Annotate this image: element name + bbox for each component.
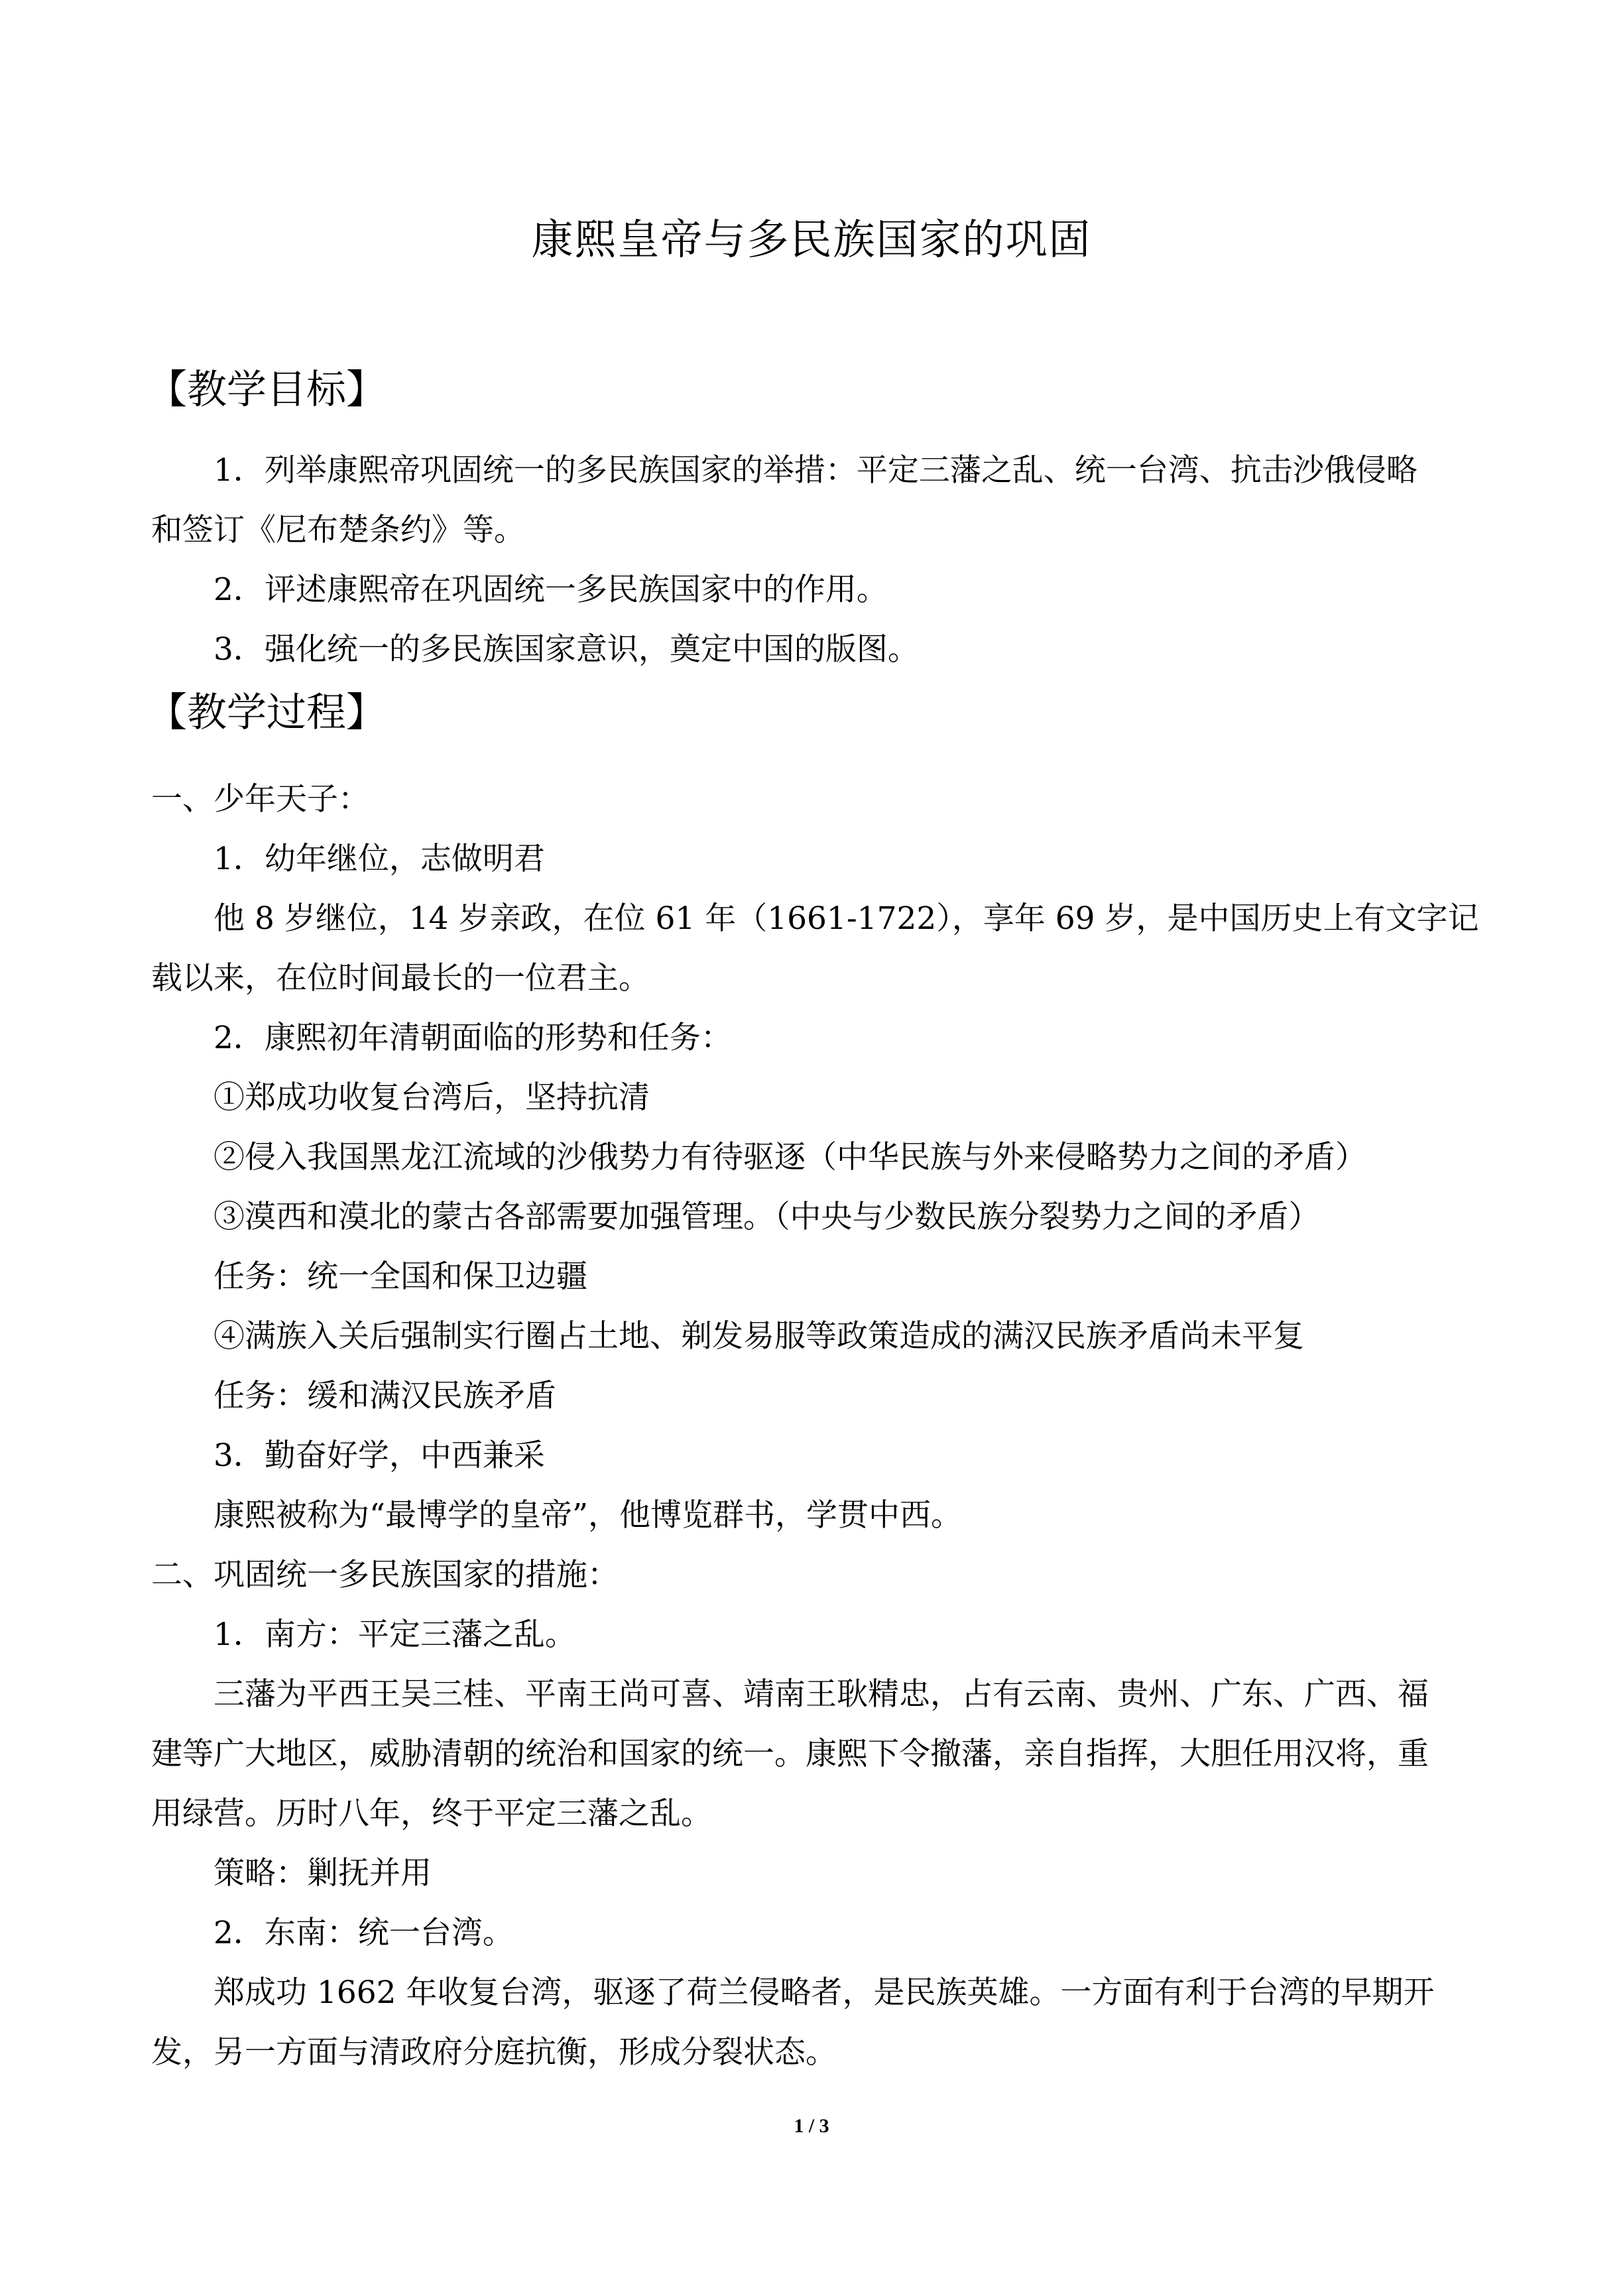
paragraph-line: 他 8 岁继位，14 岁亲政，在位 61 年（1661-1722），享年 69 岁，是中国历史上有文字记	[213, 900, 1479, 937]
task-line: 任务：统一全国和保卫边疆	[213, 1258, 587, 1295]
part-1-item-1: 1．幼年继位，志做明君	[213, 841, 545, 877]
list-item: ③漠西和漠北的蒙古各部需要加强管理。（中央与少数民族分裂势力之间的矛盾）	[213, 1199, 1320, 1235]
page-number: 1 / 3	[794, 2115, 829, 2137]
part-2-item-2: 2．东南：统一台湾。	[213, 1915, 514, 1951]
paragraph-line: 三藩为平西王吴三桂、平南王尚可喜、靖南王耿精忠，占有云南、贵州、广东、广西、福	[213, 1676, 1429, 1713]
heading-teaching-objectives: 【教学目标】	[147, 367, 386, 413]
list-item: ①郑成功收复台湾后，坚持抗清	[213, 1079, 650, 1116]
objective-1-line-1: 1．列举康熙帝巩固统一的多民族国家的举措：平定三藩之乱、统一台湾、抗击沙俄侵略	[213, 452, 1417, 489]
objective-3: 3．强化统一的多民族国家意识，奠定中国的版图。	[213, 631, 919, 668]
document-title: 康熙皇帝与多民族国家的巩固	[531, 215, 1092, 264]
objective-2: 2．评述康熙帝在巩固统一多民族国家中的作用。	[213, 572, 888, 608]
list-item: ④满族入关后强制实行圈占土地、剃发易服等政策造成的满汉民族矛盾尚未平复	[213, 1318, 1304, 1355]
objective-1-line-2: 和签订《尼布楚条约》等。	[151, 512, 525, 548]
part-1-heading: 一、少年天子：	[151, 781, 369, 817]
part-2-heading: 二、巩固统一多民族国家的措施：	[151, 1557, 619, 1593]
strategy-line: 策略：剿抚并用	[213, 1855, 432, 1892]
heading-teaching-process: 【教学过程】	[147, 690, 386, 736]
task-line: 任务：缓和满汉民族矛盾	[213, 1378, 556, 1414]
paragraph-line: 郑成功 1662 年收复台湾，驱逐了荷兰侵略者，是民族英雄。一方面有利于台湾的早期开	[213, 1974, 1435, 2011]
paragraph-line: 载以来，在位时间最长的一位君主。	[151, 960, 650, 997]
list-item: ②侵入我国黑龙江流域的沙俄势力有待驱逐（中华民族与外来侵略势力之间的矛盾）	[213, 1139, 1366, 1176]
paragraph-line: 建等广大地区，威胁清朝的统治和国家的统一。康熙下令撤藩，亲自指挥，大胆任用汉将，重	[151, 1736, 1429, 1772]
paragraph-line: 发，另一方面与清政府分庭抗衡，形成分裂状态。	[151, 2034, 837, 2071]
part-1-item-2: 2．康熙初年清朝面临的形势和任务：	[213, 1020, 732, 1056]
part-1-item-3: 3．勤奋好学，中西兼采	[213, 1437, 545, 1474]
paragraph-line: 用绿营。历时八年，终于平定三藩之乱。	[151, 1795, 712, 1832]
paragraph-line: 康熙被称为“最博学的皇帝”，他博览群书，学贯中西。	[213, 1497, 963, 1534]
part-2-item-1: 1．南方：平定三藩之乱。	[213, 1616, 576, 1653]
